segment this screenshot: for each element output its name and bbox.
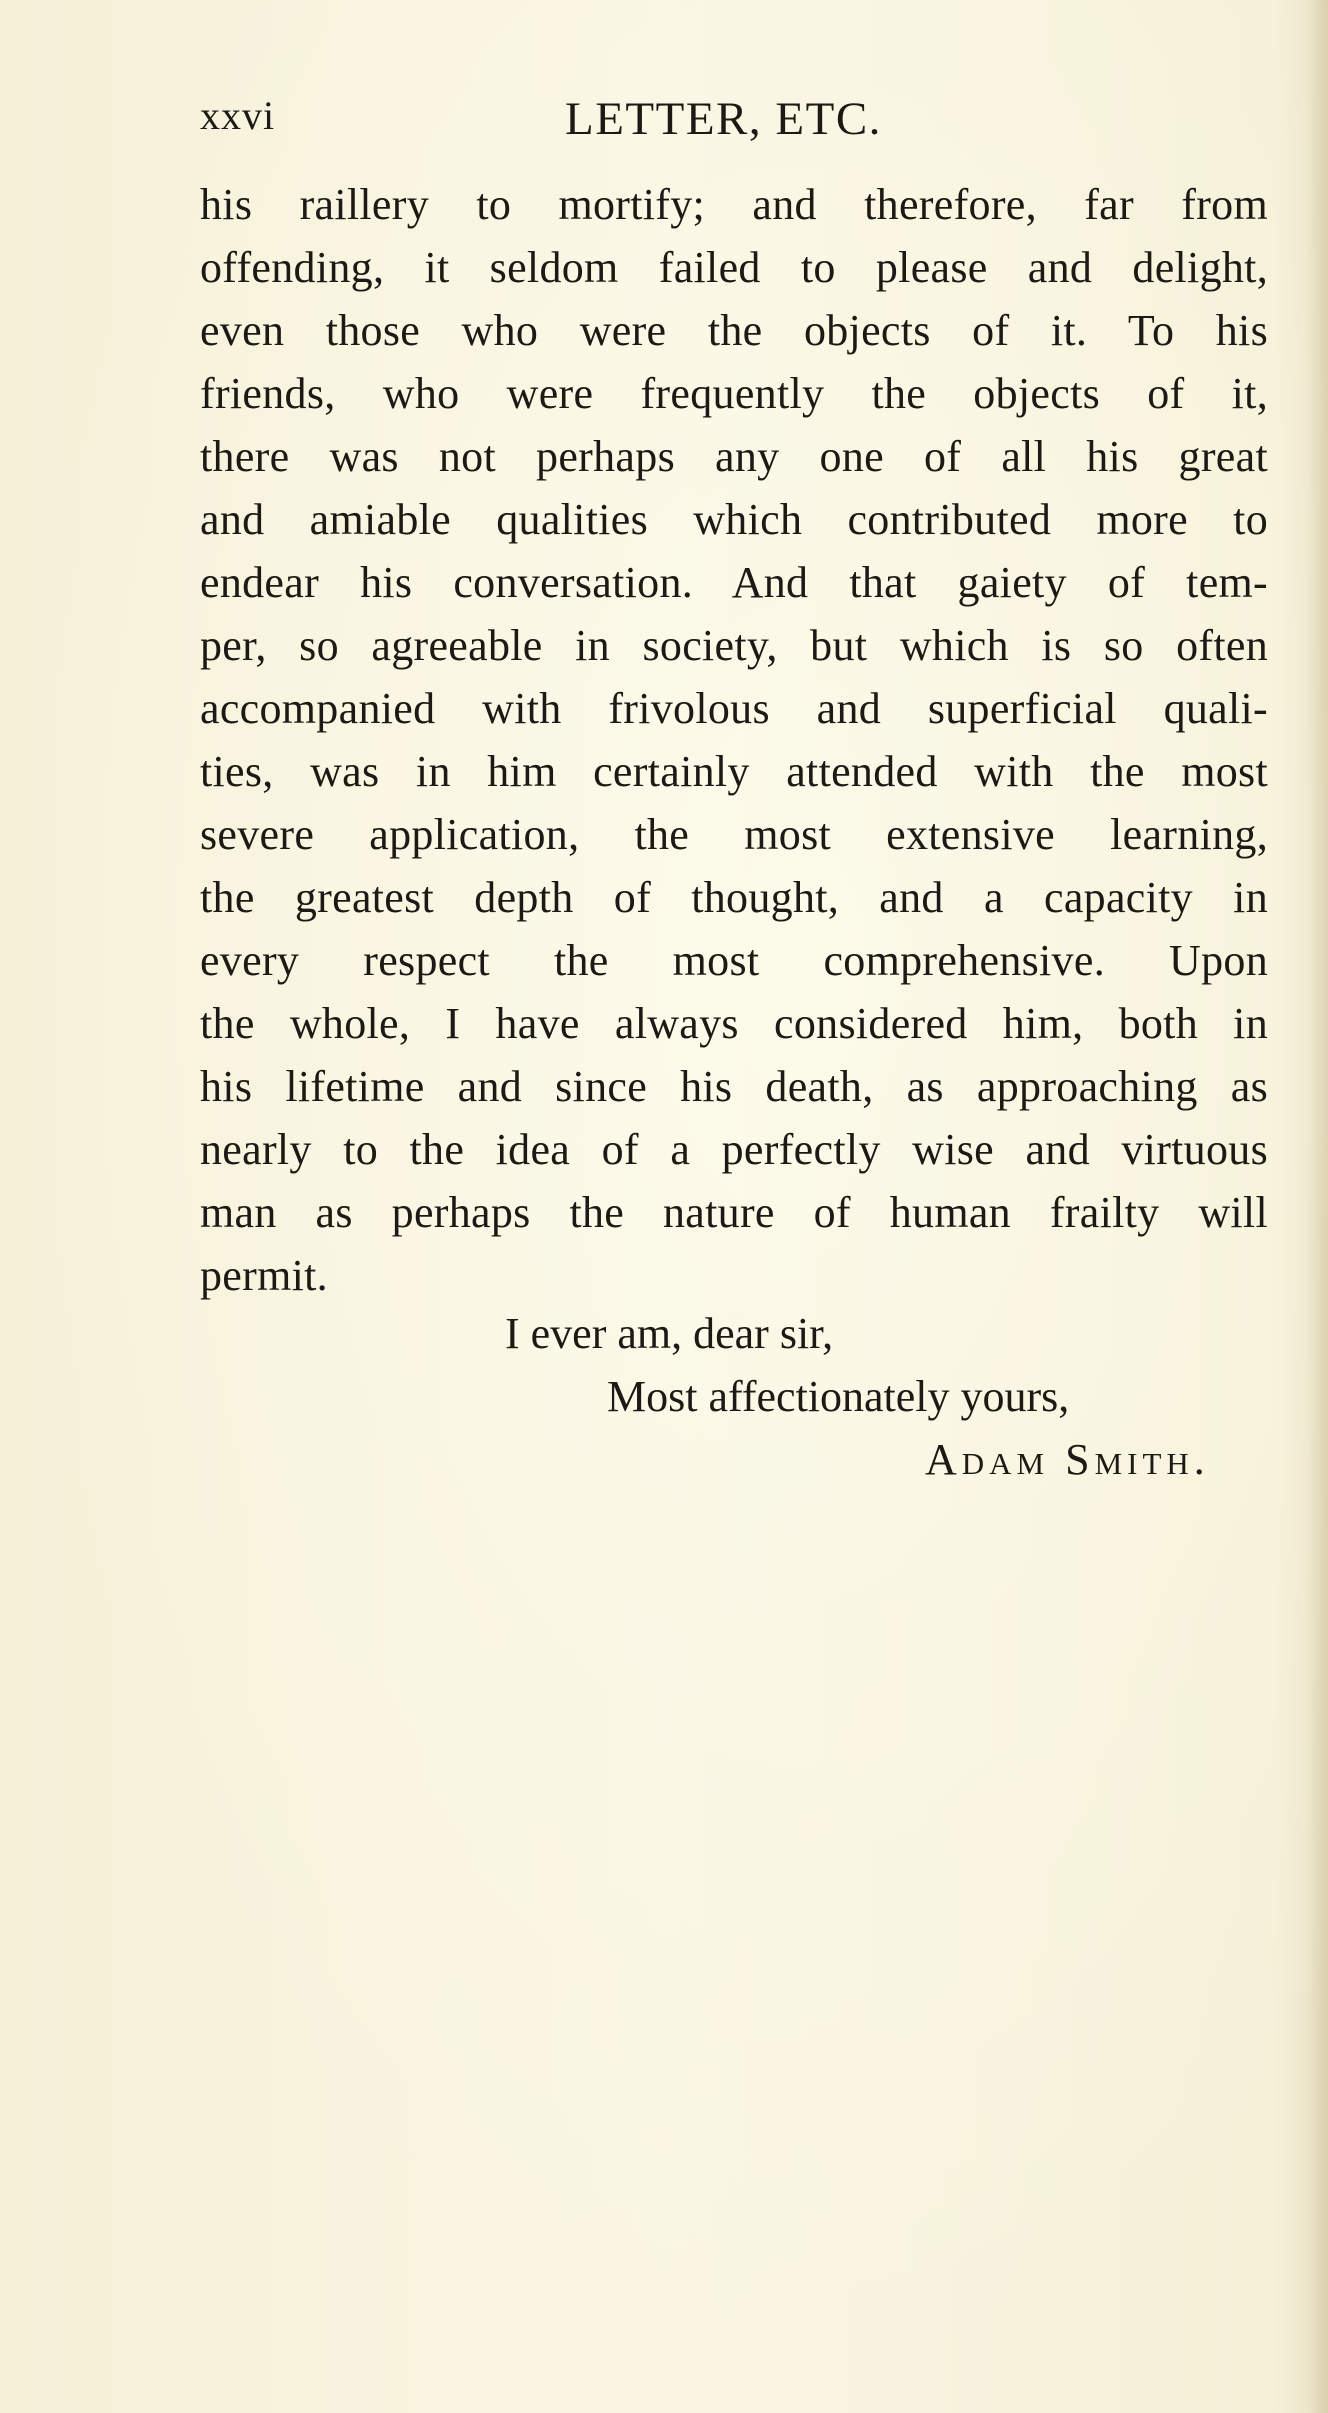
text-line: accompanied with frivolous and superficial quali- xyxy=(200,684,1268,733)
text-line: endear his conversation. And that gaiety of tem- xyxy=(200,558,1268,607)
text-line: there was not perhaps any one of all his great xyxy=(200,432,1268,481)
text-line: the whole, I have always considered him, both in xyxy=(200,999,1268,1048)
page-number: xxvi xyxy=(200,93,276,138)
text-line: his raillery to mortify; and therefore, far from xyxy=(200,180,1268,229)
text-line: friends, who were frequently the objects of it, xyxy=(200,369,1268,418)
closing-valediction: Most affectionately yours, xyxy=(607,1372,1070,1421)
text-line: man as perhaps the nature of human frailty will xyxy=(200,1188,1268,1237)
page-header xyxy=(200,92,1240,152)
closing-salutation: I ever am, dear sir, xyxy=(505,1309,834,1358)
text-line: per, so agreeable in society, but which is so often xyxy=(200,621,1268,670)
signature: Adam Smith. xyxy=(925,1435,1210,1484)
text-line: every respect the most comprehensive. Upon xyxy=(200,936,1268,985)
text-line: and amiable qualities which contributed more to xyxy=(200,495,1268,544)
text-line: severe application, the most extensive learning, xyxy=(200,810,1268,859)
text-line: even those who were the objects of it. To his xyxy=(200,306,1268,355)
running-head: LETTER, ETC. xyxy=(565,93,882,145)
letter-body xyxy=(200,173,1268,1307)
text-line: ties, was in him certainly attended with the most xyxy=(200,747,1268,796)
text-line: nearly to the idea of a perfectly wise and virtuous xyxy=(200,1125,1268,1174)
text-line: his lifetime and since his death, as approaching as xyxy=(200,1062,1268,1111)
page-edge-shadow xyxy=(1306,0,1328,2413)
text-line: offending, it seldom failed to please and delight, xyxy=(200,243,1268,292)
text-line: the greatest depth of thought, and a capacity in xyxy=(200,873,1268,922)
text-line: permit. xyxy=(200,1251,328,1300)
